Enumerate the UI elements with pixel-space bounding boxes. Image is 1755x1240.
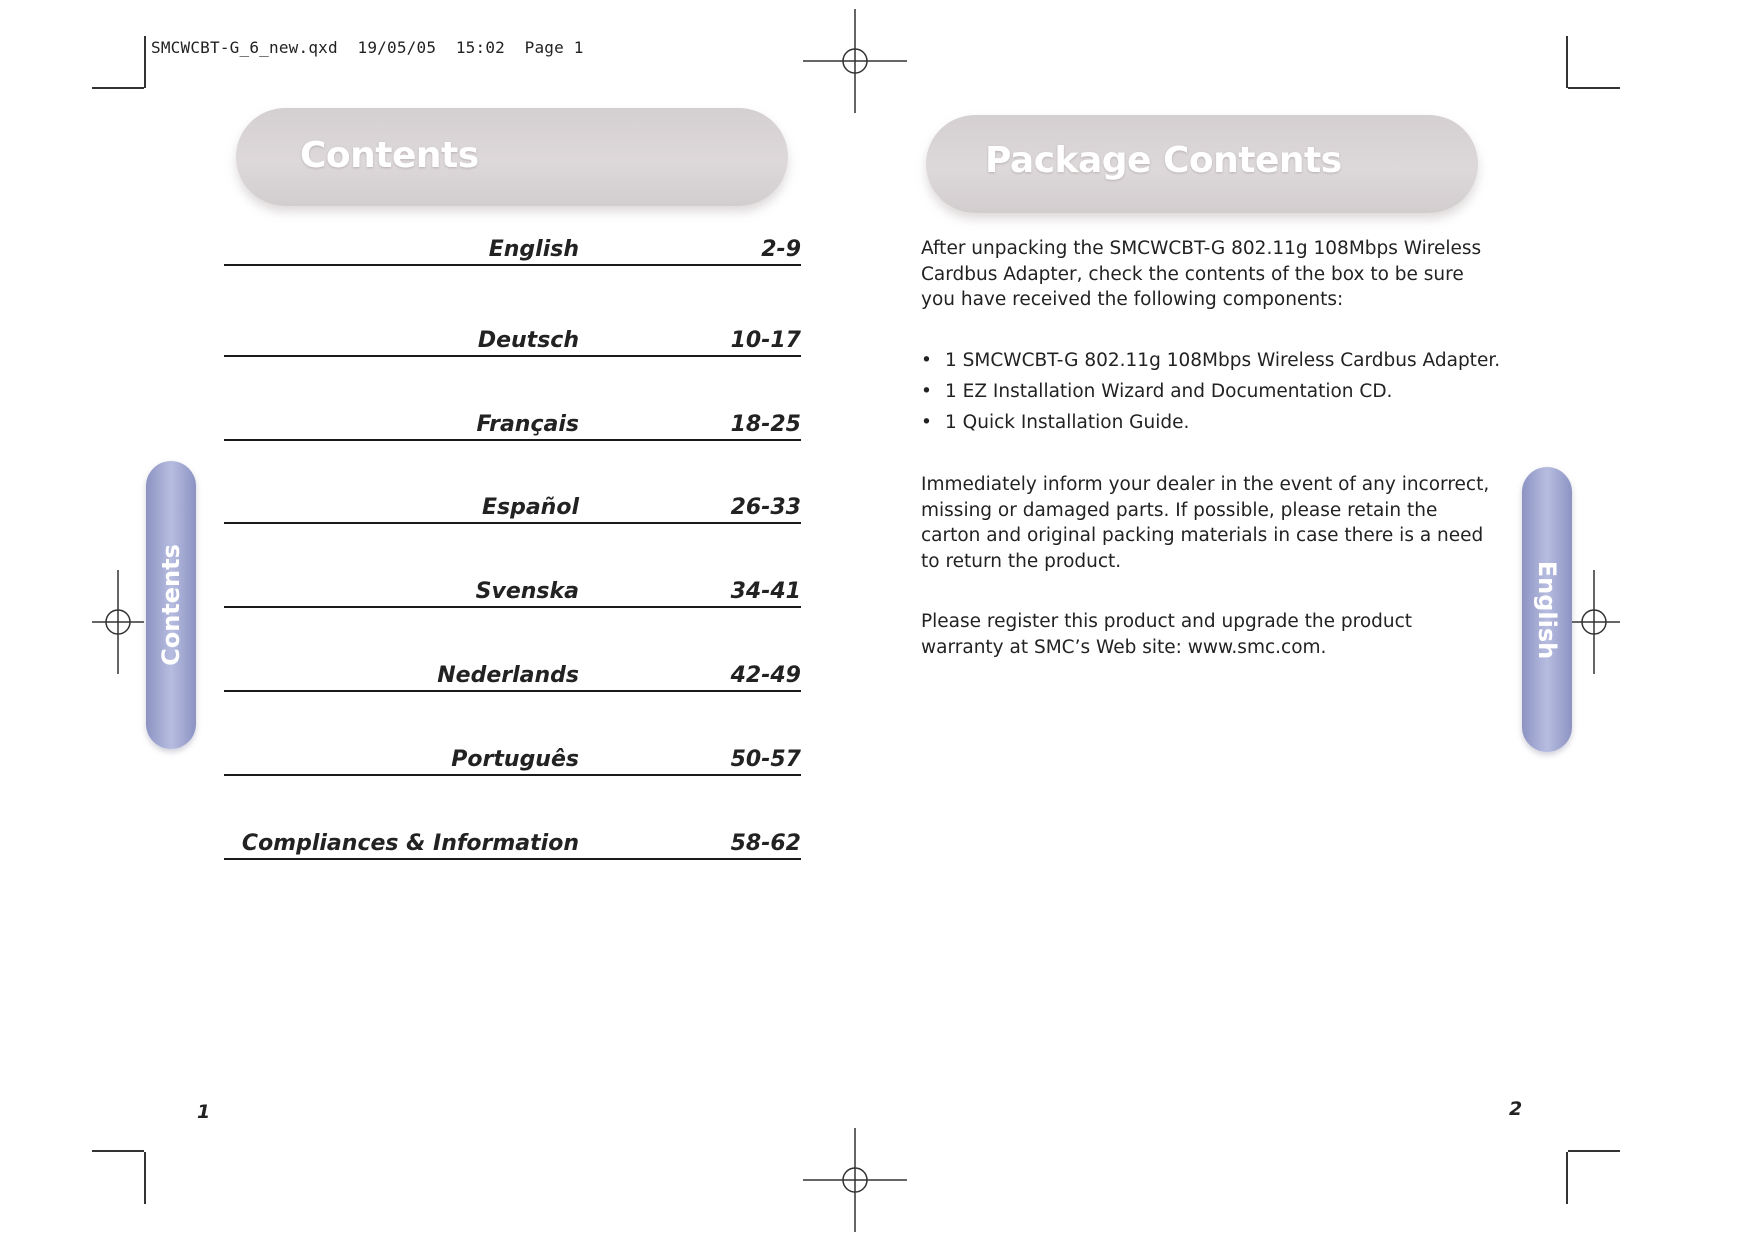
page-number: 2 (1509, 1098, 1523, 1120)
toc-pages: 34-41 (730, 579, 801, 604)
toc-pages: 50-57 (730, 747, 801, 772)
toc-row[interactable] (224, 570, 801, 608)
toc-row[interactable] (224, 738, 801, 776)
side-tab-contents (146, 461, 196, 749)
crop-mark (92, 1150, 144, 1152)
list-item (921, 376, 1500, 407)
crop-mark (144, 1152, 146, 1204)
toc-pages: 26-33 (730, 495, 801, 520)
page-title: Package Contents (985, 140, 1342, 181)
notice-paragraph: Immediately inform your dealer in the event of any incorrect, missing or damaged parts. If possible, please retain the carton and original packing materials in case there is a need to return the product. (921, 474, 1490, 572)
toc-row[interactable] (224, 228, 801, 266)
side-tab-label: English (1533, 560, 1561, 659)
side-tab-label: Contents (157, 544, 185, 666)
bullet-icon: • (921, 381, 932, 402)
components-list (921, 345, 1500, 438)
page-number: 1 (197, 1101, 211, 1123)
toc-row[interactable] (224, 403, 801, 441)
list-item (921, 345, 1500, 376)
registration-mark-icon (803, 1128, 907, 1232)
toc-row[interactable] (224, 654, 801, 692)
crop-mark (1566, 1152, 1568, 1204)
crop-mark (1566, 36, 1568, 88)
toc-pages: 42-49 (730, 663, 801, 688)
toc-pages: 10-17 (730, 328, 801, 353)
crop-mark (1568, 1150, 1620, 1152)
side-tab-english (1522, 467, 1572, 752)
toc-row[interactable] (224, 822, 801, 860)
crop-mark (1568, 87, 1620, 89)
slug-line: SMCWCBT-G_6_new.qxd 19/05/05 15:02 Page 1 (151, 38, 584, 57)
toc-row[interactable] (224, 319, 801, 357)
toc-row[interactable] (224, 486, 801, 524)
toc-label: Português (451, 747, 579, 772)
toc-label: Nederlands (437, 663, 579, 688)
toc-pages: 2-9 (761, 237, 801, 262)
toc-label: Svenska (475, 579, 579, 604)
component-text: 1 Quick Installation Guide. (945, 412, 1190, 433)
crop-mark (92, 87, 144, 89)
toc-pages: 18-25 (730, 412, 801, 437)
component-text: 1 SMCWCBT-G 802.11g 108Mbps Wireless Cardbus Adapter. (945, 350, 1501, 371)
toc-label: Français (476, 412, 579, 437)
toc-label: Compliances & Information (241, 831, 579, 856)
register-paragraph: Please register this product and upgrade the product warranty at SMC’s Web site: www.smc.com. (921, 611, 1413, 658)
list-item (921, 407, 1500, 438)
registration-mark-icon (803, 9, 907, 113)
toc-label: English (488, 237, 579, 262)
page-title: Contents (300, 135, 479, 176)
component-text: 1 EZ Installation Wizard and Documentation CD. (945, 381, 1393, 402)
toc-label: Deutsch (477, 328, 579, 353)
intro-paragraph: After unpacking the SMCWCBT-G 802.11g 108Mbps Wireless Cardbus Adapter, check the contents of the box to be sure you have received the following components: (921, 238, 1482, 310)
toc-pages: 58-62 (730, 831, 801, 856)
crop-mark (144, 36, 146, 88)
toc-label: Español (481, 495, 579, 520)
bullet-icon: • (921, 350, 932, 371)
bullet-icon: • (921, 412, 932, 433)
